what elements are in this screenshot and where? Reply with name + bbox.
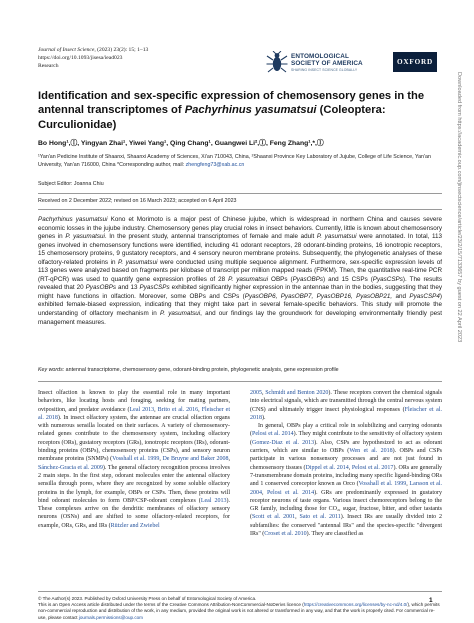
license-link[interactable]: https://creativecommons.org/licenses/by-nc-nd/4.0/ [303, 602, 408, 608]
citation-link[interactable]: Leal 2013 [129, 406, 155, 413]
body-text: ). Also, CSPs are hypothesized to act as odorant carriers, which are similar to OBPs ( [250, 439, 442, 455]
permissions-email-link[interactable]: journals.permissions@oup.com [78, 614, 144, 620]
citation-link[interactable]: Pelosi et al. 2017 [351, 464, 394, 471]
citation-link[interactable]: Fleischer et al. 2018 [250, 406, 442, 421]
citation-link[interactable]: Fleischer et al. 2018 [38, 406, 231, 421]
oxford-logo: OXFORD [393, 52, 437, 72]
body-text: ). They are classified as [306, 531, 364, 538]
abstract-text: exhibited significantly higher expression in the antennae than in the bodies, suggesting that they might have functions in olfaction. Moreover, some OBPs and CSPs ( [38, 284, 442, 300]
body-text: ). GRs are predominantly expressed in gustatory receptor neurons of taste organs. Various insect chemoreceptors belong to the GR family, including those for CO₂, sugar, fructose, bitter, and other tastants ( [250, 489, 442, 521]
abstract-gene: PyasOBPs [292, 275, 324, 283]
body-text: , [159, 456, 163, 463]
citation-link[interactable]: Larsson et al. 2004 [250, 481, 443, 496]
copyright-line: © The Author(s) 2023. Published by Oxford University Press on behalf of Entomological Society of America. [38, 596, 257, 601]
body-paragraph [38, 389, 230, 530]
citation-link[interactable]: Pelosi et al. 2014 [252, 431, 294, 438]
keywords [38, 367, 442, 375]
esa-tagline: SHARING INSECT SCIENCE GLOBALLY [291, 68, 358, 73]
body-paragraph [250, 422, 442, 538]
body-text: ). These receptors convert the chemical signals into electrical signals, which are transmitted through the central nervous system (CNS) and ultimately trigger insect physiological responses ( [250, 390, 442, 413]
citation-link[interactable]: Pelosi et al. 2014 [266, 489, 315, 496]
divider [38, 381, 442, 382]
abstract-species: P. yasumatsui [117, 258, 158, 266]
download-side-note-text: Downloaded from https://academic.oup.com/jinsectscience/article/23/2/15/7133657 by guest on 22 April 2023 [456, 72, 462, 343]
abstract [38, 216, 442, 327]
abstract-gene: PyasCSPs [372, 275, 403, 283]
esa-name-line2: SOCIETY OF AMERICA [291, 59, 363, 67]
citation-link[interactable]: Brito et al. 2016 [157, 406, 199, 413]
body-text: , [198, 406, 202, 413]
abstract-gene: PyasCSPs [139, 284, 170, 292]
abstract-text: and [392, 292, 410, 300]
affiliations [38, 153, 442, 169]
citation-link[interactable]: Leal 2013 [200, 497, 227, 504]
body-column-left [38, 389, 230, 530]
citation-link[interactable]: Schmidt and Benton 2020 [265, 390, 329, 396]
body-text: , [154, 406, 158, 413]
citation-link[interactable]: Sánchez-Gracia et al. 2009 [38, 464, 103, 471]
body-text: , [262, 390, 266, 396]
keywords-text: antennal transcriptome, chemosensory gene, odorant-binding protein, phylogenetic analysis, gene expression profile [64, 367, 339, 373]
corresponding-email[interactable]: zhengfeng73@xab.ac.cn [185, 162, 245, 168]
citation-link[interactable]: Scott et al. 2001 [252, 514, 296, 521]
body-text: , [228, 456, 231, 463]
citation-link[interactable]: Sato et al. 2011 [299, 514, 341, 521]
body-text: ). Insect IRs are usually divided into 2 subfamilies: the conserved "antennal IRs" and the species-specific "divergent IRs" ( [250, 514, 442, 538]
abstract-species: P. yasumatsui [228, 275, 269, 283]
citation-link[interactable]: Vosshall et al. 1999 [112, 456, 160, 463]
body-paragraph [250, 389, 442, 422]
title-species: Pachyrhinus yasumatsui [184, 104, 317, 117]
citation-link[interactable]: Wen et al. 2018 [349, 448, 393, 455]
abstract-text: were annotated. In total, 113 genes involved in chemosensory functions were identified, including 41 odorant receptors, 28 odorant-binding proteins, 16 ionotropic receptors, 15 chemosensory proteins, 9 gustatory receptors, and 4 sensory neuron membrane proteins. Subsequently, the phylogenetic analyses of these olfactory-related proteins in [38, 233, 443, 266]
subject-editor: Subject Editor: Joanna Chiu [38, 181, 104, 187]
affiliations-text: ¹Yan'an Pedicine Institute of Shaanxi, Shaanxi Academy of Sciences, Xi'an 710043, China, ²Shaanxi Province Key Laboratory of Jujube, College of Life Science, Yan'an University, Yan'an 716000, China *Corresponding author, mail: [38, 154, 431, 168]
abstract-text: ). The results revealed that 20 [38, 275, 443, 292]
page-number: 1 [429, 597, 433, 604]
article-type: Research [38, 63, 59, 70]
body-text: In general, OBPs play a critical role in solubilizing and carrying odorants ( [250, 423, 442, 438]
citation-link[interactable]: Vosshall et al. 1999 [358, 481, 407, 488]
license-text-part: ), which permits non-commercial reproduction and distribution of the work, in any medium, provided the original work is not altered or transformed in any way, and that the work is properly cited. For commercial re-use, please contact [38, 602, 440, 620]
abstract-species: Pachyrhinus yasumatsui [38, 216, 108, 223]
journal-citation: (2023) 23(2): 15; 1–13 [95, 47, 149, 53]
received-dates: Received on 2 December 2022; revised on 16 March 2023; accepted on 6 April 2023 [38, 198, 237, 204]
citation-link[interactable]: De Bruyne and Baker 2008 [162, 456, 229, 463]
download-side-note [454, 72, 464, 592]
title-part-a: Identification and sex-specific expression of chemosensory genes in the antennal transcriptomes of [38, 90, 425, 117]
esa-name-line1: ENTOMOLOGICAL [291, 52, 349, 60]
abstract-text: ) exhibited female-biased expression, indicating that they might take part in several female-specific behaviors. This study will promote the understanding of olfactory mechanism in [38, 292, 442, 318]
abstract-species: P. yasumatsui [65, 233, 105, 241]
article-title [38, 89, 442, 132]
abstract-text: and 13 [116, 284, 140, 292]
body-column-right [250, 389, 442, 538]
body-text: ). OBPs and CSPs participate in various nonsensory processes and are not just found in chemosensory tissues ( [250, 448, 443, 471]
journal-header [38, 46, 218, 71]
body-text: ). [262, 414, 266, 421]
journal-name: Journal of Insect Science, [38, 47, 96, 53]
abstract-text: Kono et Morimoto is a major pest of Chinese jujube, which is widespread in northern China and causes severe economic losses in the jujube industry. Chemosensory genes play crucial roles in insect behaviors. Currently, little is known about chemosensory genes in [38, 216, 443, 241]
abstract-text: , and our findings lay the groundwork for developing environmentally friendly pest management measures. [38, 310, 443, 326]
abstract-species: P. yasumatsui [316, 233, 357, 241]
abstract-text: were conducted using multiple sequence alignment. Furthermore, sex-specific expression levels of 113 genes were analyzed based on fragments per kilobase of transcript per million mapped reads (FPKM). Then, the quantitative real-time PCR (RT-qPCR) was used to quantify gene expression profiles of 28 [38, 258, 442, 283]
divider [38, 209, 442, 210]
body-text: ). In insect olfactory system, the antennae are crucial olfaction organs with numerous sensilla located on their surfaces. A variety of chemosensory-related genes contribute to the chemosensory system, including olfactory receptors (ORs), gustatory receptors (GRs), ionotropic receptors (IRs), odorant-binding proteins (OBPs), chemosensory proteins (CSPs), and sensory neuron membrane proteins (SNMPs) ( [38, 414, 230, 463]
abstract-species: P. yasumatsui [159, 310, 201, 318]
license-text-part: This is an Open Access article distributed under the terms of the Creative Commons Attribution-NonCommercial-NoDerivs licence ( [38, 602, 304, 608]
abstract-text: OBPs ( [268, 275, 293, 283]
insect-logo-icon [266, 51, 288, 75]
body-text: Insect olfaction is known to play the essential role in many important behaviors, like locating hosts and foraging, seeking for mating partners, oviposition, and predator avoidance ( [38, 390, 230, 413]
abstract-text: ) and 15 CSPs ( [323, 275, 373, 283]
abstract-gene: PyasCSP4 [409, 292, 440, 300]
author-list: Bo Hong¹,Ⓘ, Yingyan Zhai¹, Yiwei Yang¹, Qing Chang¹, Guangwei Li²,Ⓘ, Feng Zhang¹,*,Ⓘ [38, 140, 324, 147]
license-text [38, 602, 442, 621]
body-text: , [348, 464, 352, 471]
keywords-label: Key words: [38, 367, 65, 373]
body-text: , [262, 489, 267, 496]
title-part-b: (Coleoptera: Curculionidae) [38, 104, 386, 131]
citation-link[interactable]: 2005 [250, 390, 262, 396]
body-text: ). ORs are generally 7-transmembrane domain proteins, including many specific ligand-binding ORs and 1 conserved coreceptor known as Orco ( [250, 464, 443, 488]
citation-link[interactable]: Croset et al. 2010 [264, 531, 307, 538]
citation-link[interactable]: Gomez-Diaz et al. 2013 [252, 439, 315, 446]
body-text: , [406, 481, 410, 488]
abstract-gene: PyasOBP6, PyasOBP7, PyasOBP16, PyasOBP21, [244, 292, 393, 300]
abstract-gene: PyasOBPs [85, 284, 117, 292]
license-footer [38, 596, 442, 621]
doi-link[interactable]: https://doi.org/10.1093/jisesa/iead023 [38, 55, 123, 62]
body-text: , [295, 514, 300, 521]
divider [38, 591, 442, 592]
citation-link[interactable]: Dippel et al. 2014 [305, 464, 349, 471]
body-text: ). The general olfactory recognition process involves 2 main steps. In the first step, odorant molecules enter the antennal olfactory sensilla through pores, where they are recognized by some soluble olfactory proteins in the lymph, for example, OBPs or CSPs. Then, these proteins will bind odorant molecules to form OBP/CSP-odorant complexes ( [38, 464, 230, 504]
citation-link[interactable]: Rützler and Zwiebel [110, 522, 160, 529]
body-text: ). They might contribute to the sensitivity of olfactory system ( [250, 431, 442, 446]
abstract-text: . In the present study, antennal transcriptomes of female and male adult [104, 233, 317, 241]
body-text: ). These complexes arrive on the dendritic membranes of olfactory sensory neurons (OSNs) and are shifted to some olfactory-related receptors, for example, ORs, GRs, and IRs ( [38, 497, 230, 529]
esa-logo [266, 48, 384, 78]
divider [38, 193, 442, 194]
